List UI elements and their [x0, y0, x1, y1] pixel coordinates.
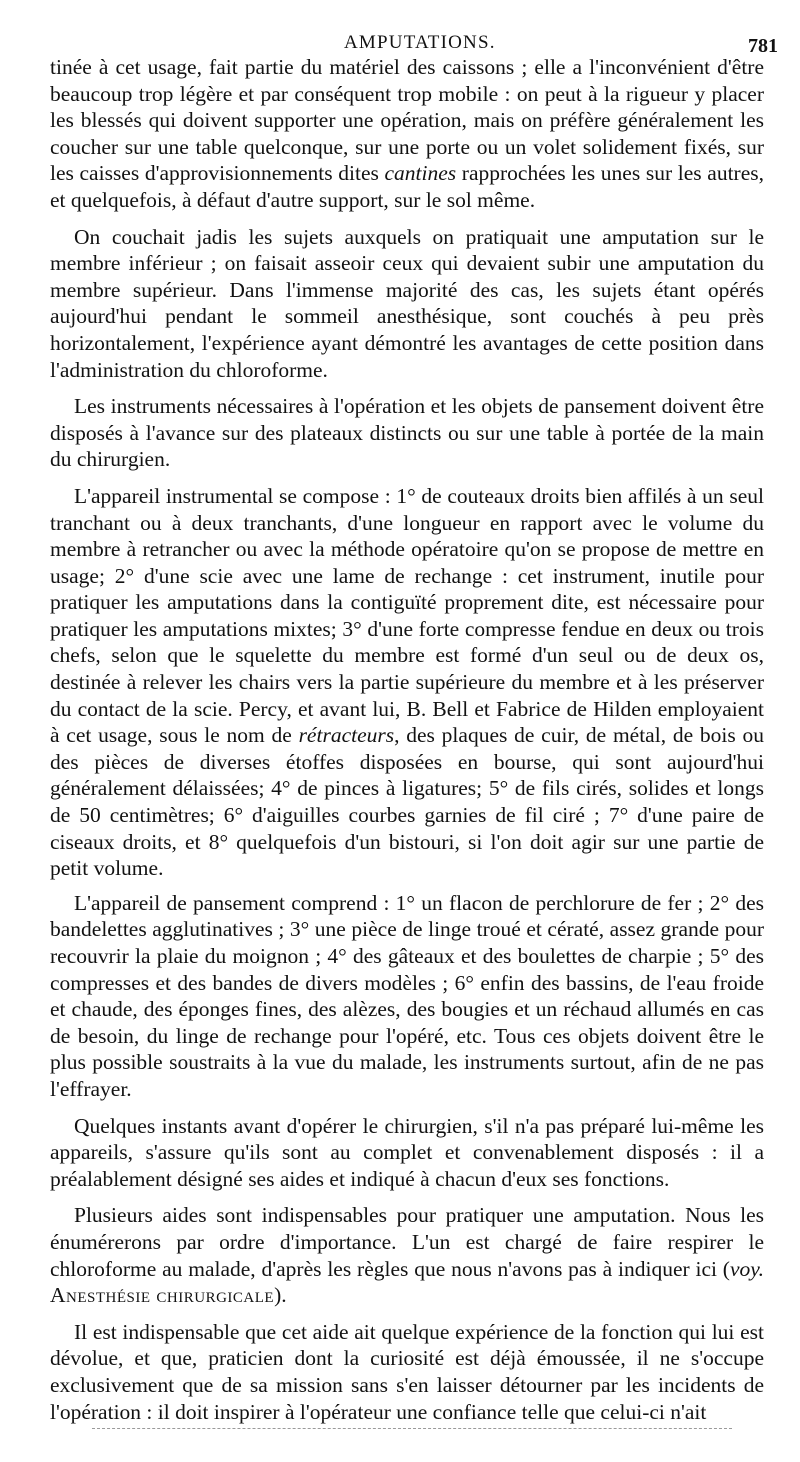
body-text	[50, 54, 764, 1435]
footer-rule	[92, 1428, 732, 1429]
paragraph-continuation: tinée à cet usage, fait partie du matériel des caissons ; elle a l'inconvénient d'être beaucoup trop légère et par conséquent trop mobile : on peut à la rigueur y placer les blessés qui doivent supporter une opération, mais on préfère généralement les coucher sur une table quelconque, sur une porte ou un volet solidement fixés, sur les caisses d'approvisionnements dites cantines rapprochées les unes sur les autres, et quelquefois, à défaut d'autre support, sur le sol même.	[50, 55, 764, 212]
page-number: 781	[748, 35, 778, 57]
italic-term: rétracteurs	[298, 723, 395, 748]
paragraph: L'appareil instrumental se compose : 1° de couteaux droits bien affilés à un seul tranchant ou à deux tranchants, d'une longueur en rapport avec le volume du membre à retrancher ou avec la méthode opératoire qu'on se propose de mettre en usage; 2° d'une scie avec une lame de rechange : cet instrument, inutile pour pratiquer les amputations dans la contiguïté proprement dite, est nécessaire pour pratiquer les amputations mixtes; 3° d'une forte compresse fendue en deux ou trois chefs, selon que le squelette du membre est formé d'un seul ou de deux os, destinée à relever les chairs vers la partie supérieure du membre et à les préserver du contact de la scie. Percy, et avant lui, B. Bell et Fabrice de Hilden employaient à cet usage, sous le nom de rétracteurs, des plaques de cuir, de métal, de bois ou des pièces de diverses étoffes disposées en bourse, qui sont aujourd'hui généralement délaissées; 4° de pinces à ligatures; 5° de fils cirés, solides et longs de 50 centimètres; 6° d'aiguilles courbes garnies de fil ciré ; 7° d'une paire de ciseaux droits, et 8° quelquefois d'un bistouri, si l'on doit agir sur une partie de petit volume.	[50, 483, 764, 881]
paragraph: L'appareil de pansement comprend : 1° un flacon de perchlorure de fer ; 2° des bandelettes agglutinatives ; 3° une pièce de linge troué et cératé, assez grande pour recouvrir la plaie du moignon ; 4° des gâteaux et des boulettes de charpie ; 5° des compresses et des bandes de divers modèles ; 6° enfin des bassins, de l'eau froide et chaude, des éponges fines, des alèzes, des bougies et un réchaud allumés en cas de besoin, du linge de rechange pour l'opéré, etc. Tous ces objets doivent être le plus possible soustraits à la vue du malade, les instruments surtout, afin de ne pas l'effrayer.	[50, 890, 764, 1101]
paragraph: Il est indispensable que cet aide ait quelque expérience de la fonction qui lui est dévolue, et que, praticien dont la curiosité est déjà émoussée, il ne s'occupe exclusivement que de sa mission sans s'en laisser détourner par les incidents de l'opération : il doit inspirer à l'opérateur une confiance telle que celui-ci n'ait	[50, 1319, 764, 1424]
running-title: AMPUTATIONS.	[344, 32, 496, 53]
paragraph: On couchait jadis les sujets auxquels on pratiquait une amputation sur le membre inférieur ; on faisait asseoir ceux qui devaient subir une amputation du membre supérieur. Dans l'immense majorité des cas, les sujets étant opérés aujourd'hui pendant le sommeil anesthésique, sont couchés à peu près horizontalement, l'expérience ayant démontré les avantages de cette position dans l'administration du chloroforme.	[50, 224, 764, 382]
paragraph: Plusieurs aides sont indispensables pour pratiquer une amputation. Nous les énumérerons par ordre d'importance. L'un est chargé de faire respirer le chloroforme au malade, d'après les règles que nous n'avons pas à indiquer ici (voy. Anesthésie chirurgicale).	[50, 1203, 764, 1308]
italic-term: cantines	[384, 161, 457, 186]
italic-term: voy.	[729, 1256, 764, 1281]
paragraph: Quelques instants avant d'opérer le chirurgien, s'il n'a pas préparé lui-même les appareils, s'assure qu'ils sont au complet et convenablement disposés : il a préalablement désigné ses aides et indiqué à chacun d'eux ses fonctions.	[50, 1113, 764, 1191]
smallcaps-reference: Anesthésie chirurgicale	[50, 1283, 275, 1308]
paragraph: Les instruments nécessaires à l'opération et les objets de pansement doivent être disposés à l'avance sur des plateaux distincts ou sur une table à portée de la main du chirurgien.	[50, 394, 764, 472]
